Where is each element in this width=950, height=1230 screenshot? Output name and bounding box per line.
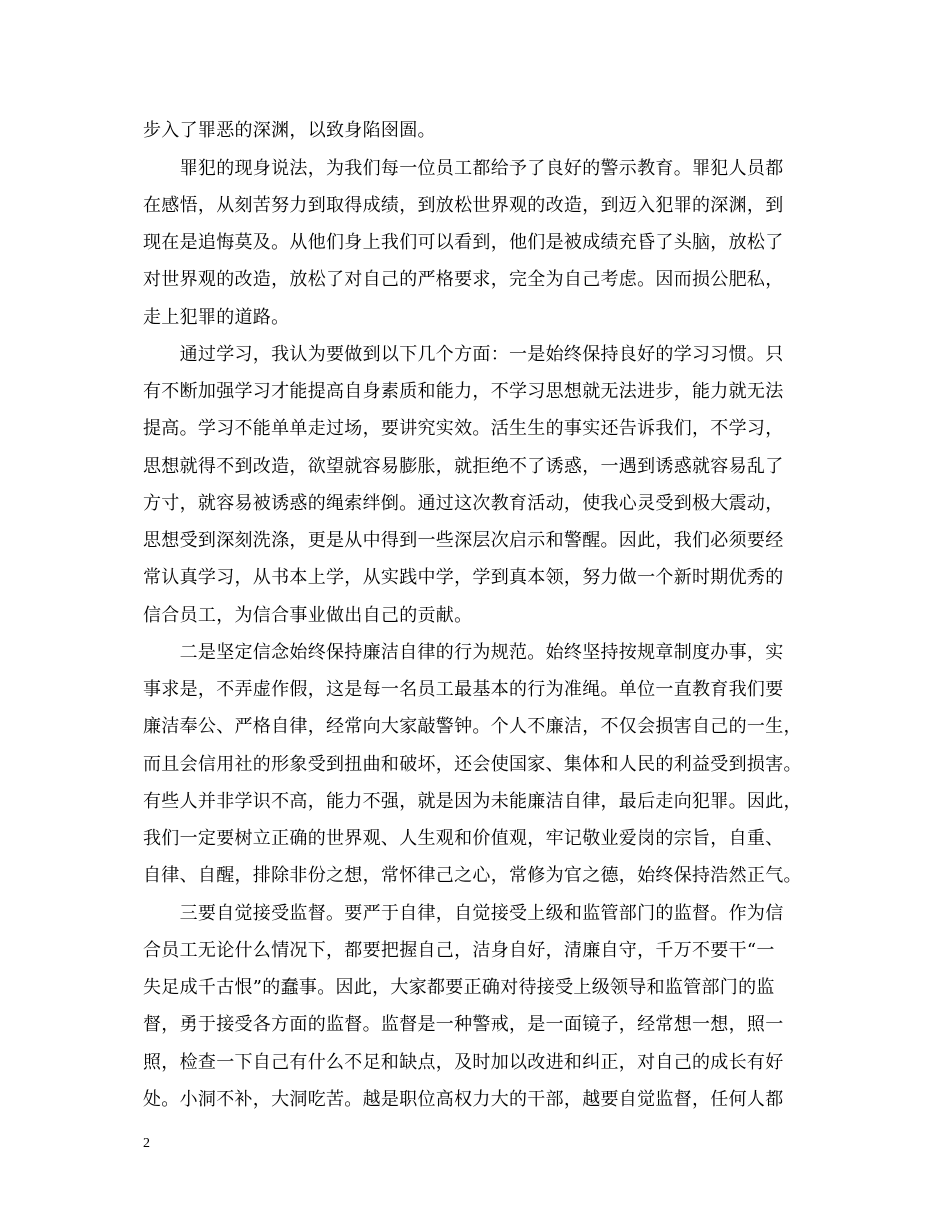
text-line: 二是坚定信念始终保持廉洁自律的行为规范。始终坚持按规章制度办事，实 <box>143 642 784 663</box>
text-line: 自律、自醒，排除非份之想，常怀律己之心，常修为官之德，始终保持浩然正气。 <box>143 865 802 886</box>
text-line: 常认真学习，从书本上学，从实践中学，学到真本领，努力做一个新时期优秀的 <box>143 567 784 588</box>
text-line: 照，检查一下自己有什么不足和缺点，及时加以改进和纠正，对自己的成长有好 <box>143 1052 784 1073</box>
text-line: 步入了罪恶的深渊，以致身陷囹圄。 <box>143 120 436 141</box>
text-line: 三要自觉接受监督。要严于自律，自觉接受上级和监管部门的监督。作为信 <box>143 903 784 924</box>
text-line: 思想就得不到改造，欲望就容易膨胀，就拒绝不了诱惑，一遇到诱惑就容易乱了 <box>143 456 784 477</box>
text-line: 通过学习，我认为要做到以下几个方面：一是始终保持良好的学习习惯。只 <box>143 344 784 365</box>
text-line: 有不断加强学习才能提高自身素质和能力，不学习思想就无法进步，能力就无法 <box>143 381 784 402</box>
page-number: 2 <box>143 1136 150 1151</box>
text-line: 在感悟，从刻苦努力到取得成绩，到放松世界观的改造，到迈入犯罪的深渊，到 <box>143 195 784 216</box>
text-line: 罪犯的现身说法，为我们每一位员工都给予了良好的警示教育。罪犯人员都 <box>143 158 784 179</box>
text-line: 事求是，不弄虚作假，这是每一名员工最基本的行为准绳。单位一直教育我们要 <box>143 679 784 700</box>
text-line: 方寸，就容易被诱惑的绳索绊倒。通过这次教育活动，使我心灵受到极大震动， <box>143 493 784 514</box>
text-line: 思想受到深刻洗涤，更是从中得到一些深层次启示和警醒。因此，我们必须要经 <box>143 530 784 551</box>
text-line: 督，勇于接受各方面的监督。监督是一种警戒，是一面镜子，经常想一想，照一 <box>143 1014 784 1035</box>
text-line: 我们一定要树立正确的世界观、人生观和价值观，牢记敬业爱岗的宗旨，自重、 <box>143 828 784 849</box>
text-line: 处。小洞不补，大洞吃苦。越是职位高权力大的干部，越要自觉监督，任何人都 <box>143 1089 784 1110</box>
text-line: 现在是追悔莫及。从他们身上我们可以看到，他们是被成绩充昏了头脑，放松了 <box>143 232 784 253</box>
text-line: 合员工无论什么情况下，都要把握自己，洁身自好，清廉自守，千万不要干“一 <box>143 940 775 961</box>
text-line: 廉洁奉公、严格自律，经常向大家敲警钟。个人不廉洁，不仅会损害自己的一生， <box>143 716 802 737</box>
text-line: 失足成千古恨”的蠢事。因此，大家都要正确对待接受上级领导和监管部门的监 <box>143 977 775 998</box>
text-line: 提高。学习不能单单走过场，要讲究实效。活生生的事实还告诉我们，不学习， <box>143 418 784 439</box>
text-line: 而且会信用社的形象受到扭曲和破坏，还会使国家、集体和人民的利益受到损害。 <box>143 754 802 775</box>
text-line: 有些人并非学识不高，能力不强，就是因为未能廉洁自律，最后走向犯罪。因此， <box>143 791 802 812</box>
text-line: 对世界观的改造，放松了对自己的严格要求，完全为自己考虑。因而损公肥私， <box>143 269 784 290</box>
text-line: 走上犯罪的道路。 <box>143 307 290 328</box>
text-line: 信合员工，为信合事业做出自己的贡献。 <box>143 605 473 626</box>
